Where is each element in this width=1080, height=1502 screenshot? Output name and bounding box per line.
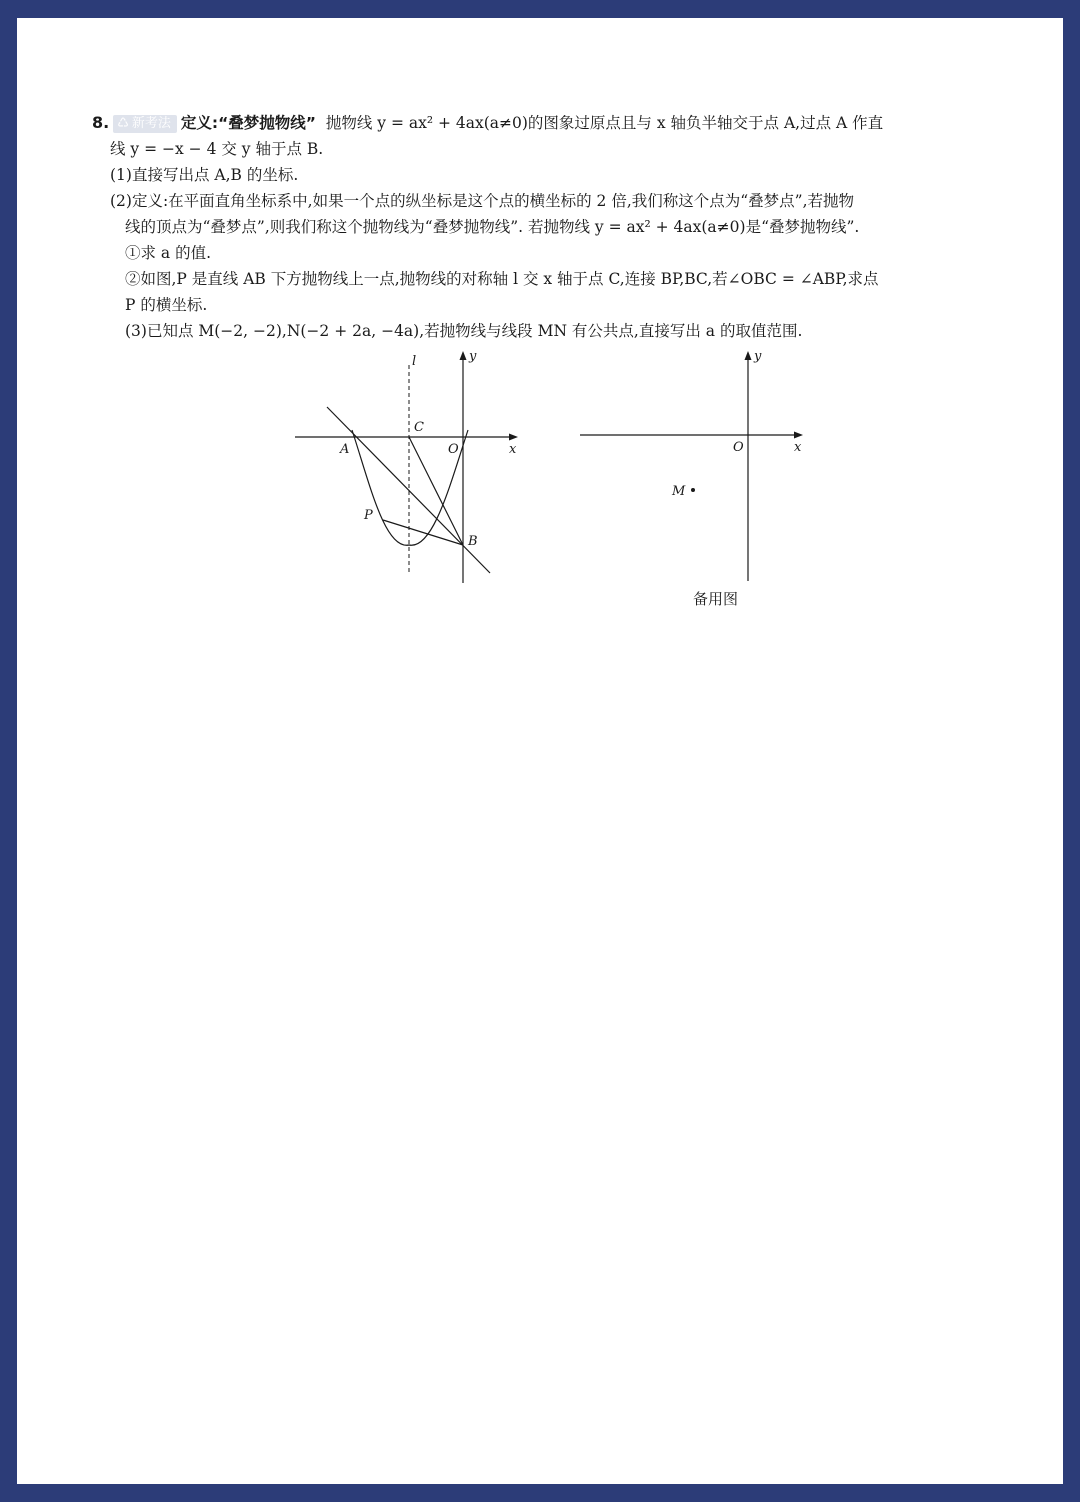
label-l: l xyxy=(412,354,417,369)
x-axis-arrow-icon xyxy=(794,432,803,439)
part-2-line-2: 线的顶点为“叠梦点”,则我们称这个抛物线为“叠梦抛物线”. 若抛物线 y = ax² + 4ax(a≠0)是“叠梦抛物线”. xyxy=(125,218,860,236)
figure-spare-svg xyxy=(575,345,815,585)
new-method-badge xyxy=(113,115,177,133)
spare-figure-caption: 备用图 xyxy=(693,590,739,608)
part-2-sub-1: ①求 a 的值. xyxy=(125,244,212,262)
problem-line-1 xyxy=(92,110,992,136)
label-P: P xyxy=(364,508,373,523)
label-C: C xyxy=(414,420,424,435)
label-y: y xyxy=(754,349,762,364)
figure-main-svg xyxy=(290,345,530,590)
part-2-sub-2-line-1: ②如图,P 是直线 AB 下方抛物线上一点,抛物线的对称轴 l 交 x 轴于点 C,连接 BP,BC,若∠OBC = ∠ABP,求点 xyxy=(125,270,879,288)
y-axis-arrow-icon xyxy=(745,351,752,360)
part-1: (1)直接写出点 A,B 的坐标. xyxy=(110,166,299,184)
recycle-icon: ♺ xyxy=(117,116,129,131)
label-x: x xyxy=(794,440,802,455)
definition-title: 定义:“叠梦抛物线” xyxy=(180,114,316,132)
label-O: O xyxy=(448,442,459,457)
x-axis-arrow-icon xyxy=(509,434,518,441)
label-M: M xyxy=(672,484,686,499)
label-y: y xyxy=(469,349,477,364)
figure-main xyxy=(290,345,530,590)
part-3: (3)已知点 M(−2, −2),N(−2 + 2a, −4a),若抛物线与线段 MN 有公共点,直接写出 a 的取值范围. xyxy=(125,322,803,340)
label-A: A xyxy=(340,442,350,457)
badge-label: 新考法 xyxy=(131,116,171,131)
label-O: O xyxy=(733,440,744,455)
label-x: x xyxy=(509,442,517,457)
figure-spare xyxy=(575,345,815,585)
y-axis-arrow-icon xyxy=(460,351,467,360)
question-number: 8. xyxy=(92,113,110,132)
problem-text-line: 抛物线 y = ax² + 4ax(a≠0)的图象过原点且与 x 轴负半轴交于点 A,过点 A 作直 xyxy=(325,114,884,132)
part-2-sub-2-line-2: P 的横坐标. xyxy=(125,296,208,314)
problem-8 xyxy=(92,110,992,344)
point-M-dot xyxy=(691,488,695,492)
label-B: B xyxy=(468,534,478,549)
part-2-line-1: (2)定义:在平面直角坐标系中,如果一个点的纵坐标是这个点的横坐标的 2 倍,我们称这个点为“叠梦点”,若抛物 xyxy=(110,192,855,210)
problem-line-2: 线 y = −x − 4 交 y 轴于点 B. xyxy=(110,140,324,158)
